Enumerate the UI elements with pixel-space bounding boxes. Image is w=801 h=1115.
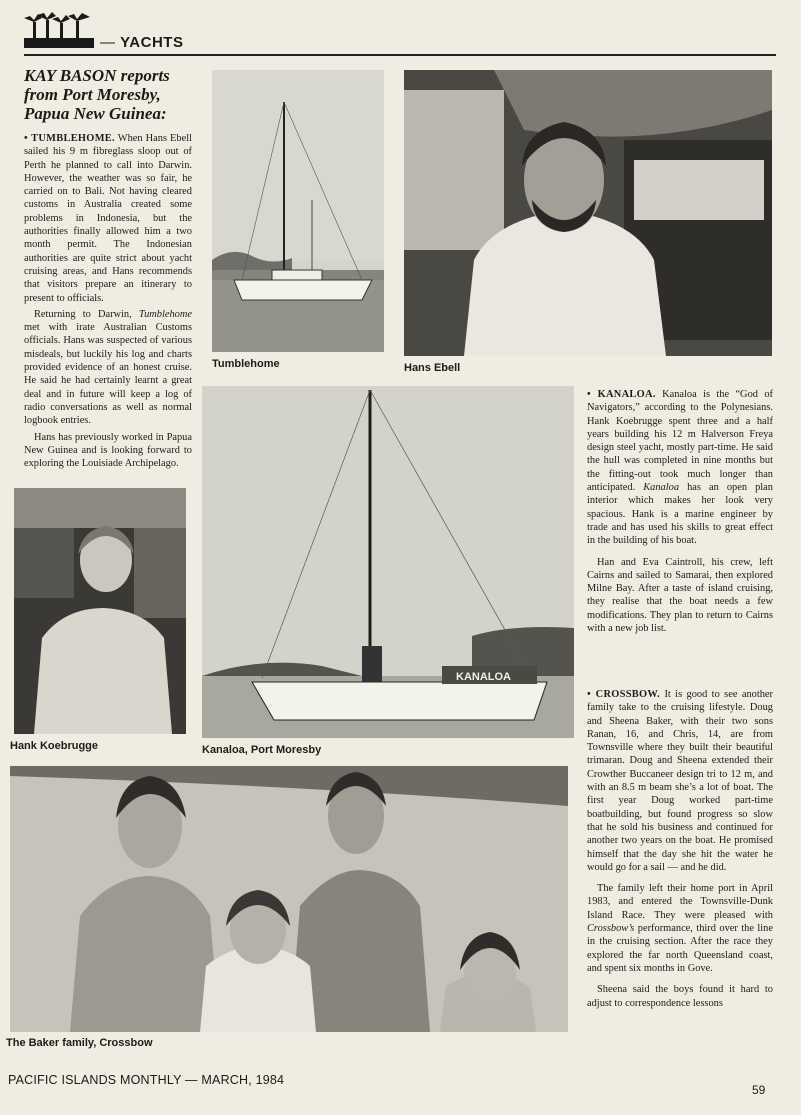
article-column-1 [24,132,192,470]
caption-kanaloa: Kanaloa, Port Moresby [202,744,322,756]
article-column-3a [587,388,773,635]
section-label: — YACHTS [100,34,183,51]
publication-footer: PACIFIC ISLANDS MONTHLY — MARCH, 1984 [8,1073,285,1087]
paragraph [587,688,773,874]
caption-hans: Hans Ebell [404,362,461,374]
boat-tag: • TUMBLEHOME. [24,133,115,144]
palm-trees-logo [24,12,94,48]
paragraph [24,431,192,471]
caption-hank: Hank Koebrugge [10,740,99,752]
tumblehome-photo [212,70,384,352]
boat-tag: • KANALOA. [587,389,656,400]
page-number: 59 [752,1083,766,1097]
kanaloa-photo [202,386,574,738]
header-rule [24,54,776,56]
paragraph [587,882,773,975]
article-headline: KAY BASON reports from Port Moresby, Papua New Guinea: [24,66,170,123]
paragraph [587,556,773,636]
paragraph [587,388,773,548]
paragraph-text: met with irate Australian Customs officials. Hans was suspected of various misdeals, but luckily his log and charts provided evidence of an honest cruise. He said he had certainly learnt a great deal and in future will keep a log of radio conversations as well as normal logbook entries. [24,322,192,427]
paragraph-text: It is good to see another family take to the cruising lifestyle. Doug and Sheena Baker, with their two sons Ranan, 16, and Chris, 14, are from Townsville where they built their beautiful trimaran. Doug and Sheena extended their Crowther Buccaneer design tri to 12 m, and with an 8.5 m beam she’s a lot of boat. The first year Doug worked part-time boatbuilding, but found progress so slow that he sold his business and continued for another two years on the boat. He promised himself that the day she hit the water he would go for a sail — and he did. [587,689,773,873]
boat-tag: • CROSSBOW. [587,689,661,700]
hans-ebell-photo [404,70,772,356]
paragraph-text: performance, third over the line in the cruising section. After the race they explored the far north Queensland coast, and spent six months in Gove. [587,923,773,974]
paragraph-text: has an open plan interior which makes her look very spacious. Hank is a marine engineer by trade and has used his skills to great effect in the building of his boat. [587,482,773,547]
boat-name: Kanaloa [643,482,680,494]
paragraph-text: Kanaloa is the “God of Navigators,” according to the Polynesians. Hank Koebrugge spent three and a half years building his 12 m Halverson Freya design steel yacht, mostly part-time. He said the hull was completed in nine months but the fitting-out took much longer than anticipated. [587,389,773,494]
boat-name: Tumblehome [138,308,192,320]
paragraph [24,132,192,305]
paragraph-text: The family left their home port in April 1983, and entered the Townsville-Dunk Island Race. They were pleased with [587,883,773,921]
caption-baker-family: The Baker family, Crossbow [6,1037,153,1049]
hank-koebrugge-photo [14,488,186,734]
paragraph-text: Hans has previously worked in Papua New Guinea and is looking forward to exploring the Louisiade Archipelago. [24,431,192,470]
paragraph [587,983,773,1010]
boat-name: Crossbow’s [587,923,635,935]
baker-family-photo [10,766,568,1032]
paragraph-text: Sheena said the boys found it hard to adjust to correspondence lessons [587,984,773,1009]
paragraph-text: When Hans Ebell sailed his 9 m fibreglass sloop out of Perth he planned to call into Darwin. However, the weather was so fair, he carried on to Bali. Not having cleared customs in Australia created some problems in Indonesia, but the authorities finally allowed him a two month permit. The Indonesian authorities are quite strict about yacht cruising areas, and Hans recommends that visitors prepare an itinerary to present to officials. [24,133,192,304]
article-column-3b [587,688,773,1010]
paragraph [24,308,192,428]
hull-name: KANALOA [456,671,511,683]
caption-tumblehome: Tumblehome [212,358,280,370]
paragraph-text: Han and Eva Caintroll, his crew, left Cairns and sailed to Samarai, then explored Milne Bay. After a taste of island cruising, they realise that the boat needs a few modifications. They plan to return to Cairns with a new job list. [587,556,773,635]
paragraph-text: Returning to Darwin, [34,308,139,320]
